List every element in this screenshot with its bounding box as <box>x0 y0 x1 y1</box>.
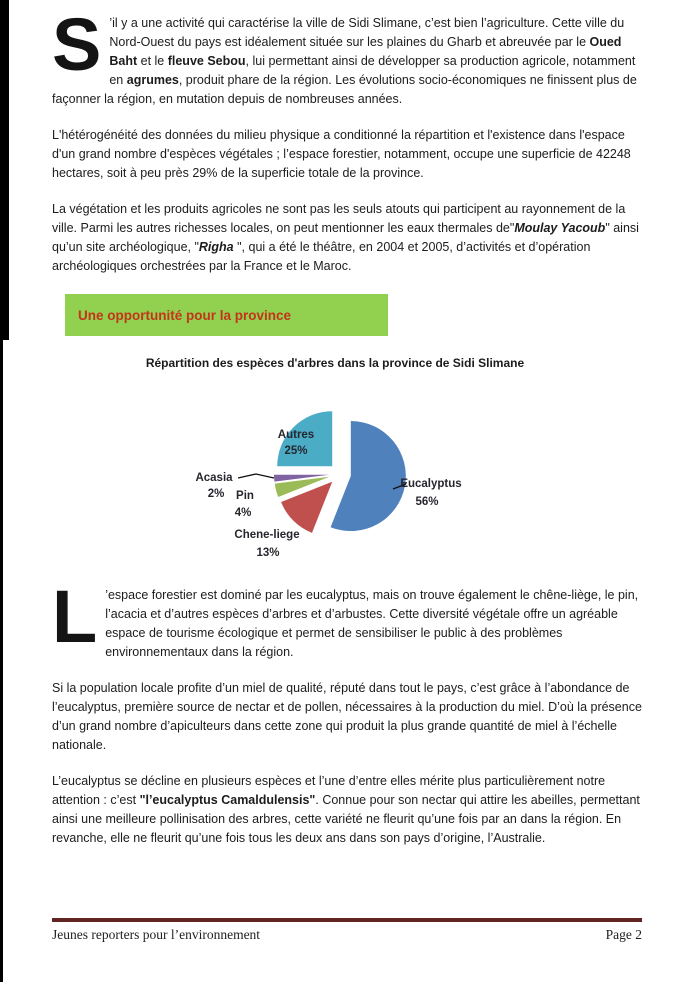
chart-title: Répartition des espèces d'arbres dans la province de Sidi Slimane <box>145 356 525 370</box>
pie-label-pin: Pin <box>236 490 254 502</box>
paragraph-heterogeneite-text: L'hétérogénéité des données du milieu physique a conditionné la répartition et l'existence dans l'espace d'un grand nombre d'espèces végétales ; l’espace forestier, notamment, occupe une superficie de 42248 hectares, soit à peu près 29% de la superficie totale de la province. <box>52 128 631 180</box>
pie-chart-area <box>150 390 640 580</box>
paragraph-camaldulensis <box>52 772 642 848</box>
pie-pct-eucalyptus: 56% <box>415 496 439 508</box>
paragraph-miel-text: Si la population locale profite d’un miel de qualité, réputé dans tout le pays, c’est grâce à l’abondance de l’eucalyptus, première source de nectar et de pollen, nécessaires à la production du miel. D’où la présence d’un grand nombre d’apiculteurs dans cette zone qui produit la plus grande quantité de miel à l’échelle nationale. <box>52 681 642 752</box>
dropcap-l: L <box>52 575 98 658</box>
scan-edge-artifact <box>0 0 9 340</box>
page-content <box>52 0 642 865</box>
paragraph-richesses <box>52 200 642 276</box>
paragraph-miel <box>52 679 642 755</box>
pie-label-eucalyptus: Eucalyptus <box>400 478 462 490</box>
paragraph-camaldulensis-text: L’eucalyptus se décline en plusieurs espèces et l’une d’entre elles mérite plus particulièrement notre attention : c’est "l’eucalyptus Camaldulensis". Connue pour son nectar qui attire les abeilles, permettant ainsi une meilleure pollinisation des arbres, cette variété ne fleurit qu’une fois par an dans la région. En revanche, elle ne fleurit qu’une fois tous les deux ans dans son pays d’origine, l’Australie. <box>52 774 640 845</box>
scan-edge-artifact <box>0 340 3 982</box>
pie-pct-autres: 25% <box>284 445 308 457</box>
pie-pct-pin: 4% <box>234 507 252 519</box>
paragraph-intro-text: ’il y a une activité qui caractérise la ville de Sidi Slimane, c’est bien l’agriculture. Cette ville du Nord-Ouest du pays est idéalement située sur les plaines du Gharb et abreuvée par le Oued Baht et le fleuve Sebou, lui permettant ainsi de développer sa production agricole, notamment en agrumes, produit phare de la région. Les évolutions socio-économiques ne finissent plus de façonner la région, en mutation depuis de nombreuses années. <box>52 16 637 106</box>
footer-page-number: Page 2 <box>605 927 642 942</box>
paragraph-espace-forestier <box>52 575 642 662</box>
dropcap-s: S <box>52 3 102 86</box>
pie-label-acasia: Acasia <box>195 472 233 484</box>
paragraph-heterogeneite <box>52 126 642 183</box>
page-footer <box>52 918 642 943</box>
section-heading-box <box>65 294 388 336</box>
paragraph-intro <box>52 3 642 109</box>
pie-slice-eucalyptus <box>331 421 406 531</box>
paragraph-espace-forestier-text: ’espace forestier est dominé par les eucalyptus, mais on trouve également le chêne-liège, le pin, l’acacia et d’autres espèces d’arbres et d’arbustes. Cette diversité végétale offre un agréable espace de tourisme écologique et permet de sensibiliser le public à des problèmes environnementaux dans la région. <box>105 588 639 659</box>
paragraph-richesses-text: La végétation et les produits agricoles ne sont pas les seuls atouts qui participent au rayonnement de la ville. Parmi les autres richesses locales, on peut mentionner les eaux thermales de"Moulay Yacoub" ainsi qu’un site archéologique, "Righa ", qui a été le théâtre, en 2004 et 2005, d’activités et d’opération archéologiques orchestrées par la France et le Maroc. <box>52 202 639 273</box>
leader-line-acasia <box>238 474 274 478</box>
pie-pct-acasia: 2% <box>207 488 225 500</box>
section-heading-label: Une opportunité pour la province <box>78 307 292 323</box>
pie-chart <box>150 390 640 580</box>
pie-pct-chene: 13% <box>256 547 280 559</box>
pie-label-autres: Autres <box>277 429 315 441</box>
pie-label-chene: Chene-liege <box>234 529 300 541</box>
footer-left-text: Jeunes reporters pour l’environnement <box>52 927 261 942</box>
